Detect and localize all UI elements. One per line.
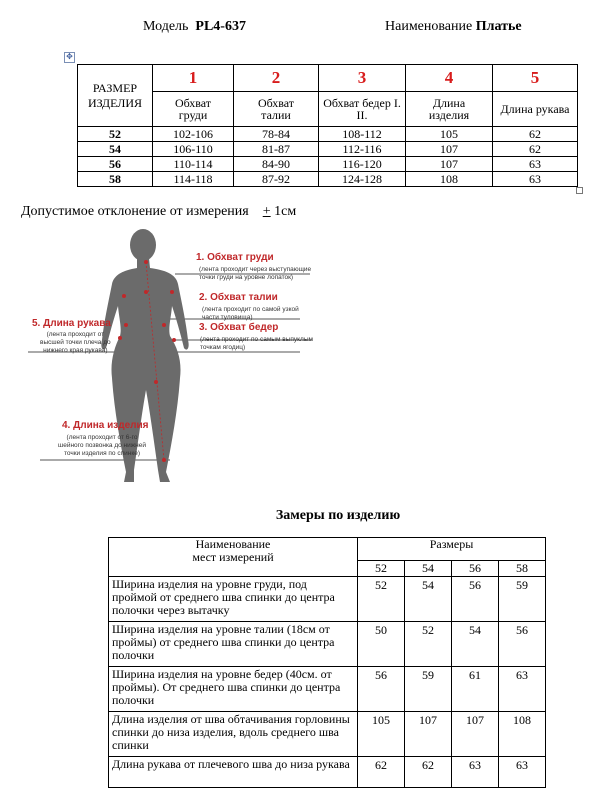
bust-note: [199, 266, 311, 282]
size-corner-header: [78, 65, 153, 127]
value-cell: 124-128: [319, 172, 406, 187]
column-label-text: Длина рукава: [500, 102, 570, 116]
model-value: PL4-637: [195, 19, 246, 34]
value-cell: 81-87: [234, 142, 319, 157]
column-number: 2: [234, 65, 319, 92]
value-cell: 108-112: [319, 127, 406, 142]
waist-note-line: (лента проходит по самой узкой: [202, 306, 299, 313]
value-cell: 62: [493, 142, 578, 157]
size-header-cell: 52: [358, 561, 405, 577]
column-label-text: Обхват бедер I. II.: [323, 96, 401, 122]
length-note-line: (лента проходит от 6-го: [66, 434, 138, 441]
column-label-text: Длина изделия: [428, 96, 470, 122]
value-cell: 63: [499, 667, 546, 712]
model-line: [143, 19, 246, 35]
table-row: [109, 757, 546, 788]
column-label: [319, 92, 406, 127]
table-row: [109, 622, 546, 667]
value-cell: 78-84: [234, 127, 319, 142]
hips-note-line: точкам ягодиц): [200, 344, 246, 351]
sleeve-note-line: высшей точки плеча до: [40, 339, 111, 346]
value-cell: 56: [358, 667, 405, 712]
place-description: Ширина изделия на уровне бедер (40см. от проймы). От среднего шва спинки до центра полочки: [109, 667, 358, 712]
bust-label: 1. Обхват груди: [196, 252, 274, 263]
size-cell: 56: [78, 157, 153, 172]
value-cell: 63: [452, 757, 499, 788]
column-label: [493, 92, 578, 127]
column-number: 5: [493, 65, 578, 92]
value-cell: 52: [405, 622, 452, 667]
value-cell: 63: [493, 172, 578, 187]
value-cell: 112-116: [319, 142, 406, 157]
column-label: [406, 92, 493, 127]
table-row: [78, 127, 578, 142]
value-cell: 52: [358, 577, 405, 622]
size-header-cell: 56: [452, 561, 499, 577]
bust-note-line: точки груди на уровне лопаток): [199, 274, 294, 281]
table-row: [109, 712, 546, 757]
value-cell: 62: [405, 757, 452, 788]
value-cell: 107: [405, 712, 452, 757]
column-label-text: Обхват груди: [174, 96, 212, 122]
column-number: 4: [406, 65, 493, 92]
place-name-header-line: Наименование: [195, 537, 271, 551]
model-label: Модель: [143, 19, 189, 34]
value-cell: 56: [452, 577, 499, 622]
size-corner-label-1: РАЗМЕР: [92, 80, 138, 95]
place-description: Длина рукава от плечевого шва до низа рукава: [109, 757, 358, 788]
tolerance-note: [21, 204, 296, 220]
table-move-handle-icon[interactable]: ✥: [64, 52, 75, 63]
product-name-value: Платье: [475, 19, 522, 34]
value-cell: 108: [499, 712, 546, 757]
value-cell: 62: [358, 757, 405, 788]
value-cell: 54: [405, 577, 452, 622]
column-label-text: Обхват талии: [257, 96, 295, 122]
size-header-cell: 58: [499, 561, 546, 577]
column-label: [153, 92, 234, 127]
waist-note: [202, 306, 299, 322]
value-cell: 54: [452, 622, 499, 667]
value-cell: 59: [405, 667, 452, 712]
value-cell: 110-114: [153, 157, 234, 172]
column-label: [234, 92, 319, 127]
value-cell: 107: [452, 712, 499, 757]
value-cell: 108: [406, 172, 493, 187]
hips-label: 3. Обхват бедер: [199, 322, 279, 333]
column-number: 3: [319, 65, 406, 92]
waist-note-line: части туловища): [202, 314, 253, 321]
value-cell: 105: [358, 712, 405, 757]
value-cell: 50: [358, 622, 405, 667]
table-row: [78, 172, 578, 187]
product-name-line: [385, 19, 522, 35]
place-description: Ширина изделия на уровне талии (18см от проймы) от среднего шва спинки до центра полочки: [109, 622, 358, 667]
sizes-header: Размеры: [358, 538, 546, 561]
value-cell: 84-90: [234, 157, 319, 172]
waist-label: 2. Обхват талии: [199, 292, 278, 303]
table-resize-handle-icon[interactable]: [576, 187, 583, 194]
section-title: Замеры по изделию: [275, 508, 401, 523]
table-row: [78, 157, 578, 172]
sleeve-note-line: нижнего края рукава): [43, 347, 108, 354]
value-cell: 107: [406, 157, 493, 172]
length-note-line: шейного позвонка до нижней: [58, 442, 146, 449]
value-cell: 63: [493, 157, 578, 172]
size-cell: 54: [78, 142, 153, 157]
table-row: [78, 142, 578, 157]
value-cell: 116-120: [319, 157, 406, 172]
garment-length-note: [58, 434, 146, 458]
size-chart-table: [77, 64, 578, 187]
column-number: 1: [153, 65, 234, 92]
size-cell: 58: [78, 172, 153, 187]
value-cell: 63: [499, 757, 546, 788]
sleeve-length-label: 5. Длина рукава: [32, 318, 111, 329]
place-description: Ширина изделия на уровне груди, под проймой от среднего шва спинки до центра полочки через вытачку: [109, 577, 358, 622]
place-name-header-line: мест измерений: [192, 550, 274, 564]
bust-note-line: (лента проходит через выступающие: [199, 266, 312, 273]
table-row: [109, 667, 546, 712]
value-cell: 56: [499, 622, 546, 667]
value-cell: 61: [452, 667, 499, 712]
size-corner-label-2: ИЗДЕЛИЯ: [87, 95, 143, 110]
tolerance-value: 1см: [274, 204, 297, 219]
value-cell: 87-92: [234, 172, 319, 187]
value-cell: 105: [406, 127, 493, 142]
value-cell: 102-106: [153, 127, 234, 142]
hips-note: [200, 336, 313, 352]
tolerance-plus-minus: +: [262, 204, 271, 219]
table-row: [109, 577, 546, 622]
place-description: Длина изделия от шва обтачивания горловины спинки до низа изделия, вдоль среднего шва спинки: [109, 712, 358, 757]
place-name-header: [109, 538, 358, 577]
garment-measurements-table: [108, 537, 546, 788]
value-cell: 59: [499, 577, 546, 622]
value-cell: 62: [493, 127, 578, 142]
tolerance-text: Допустимое отклонение от измерения: [21, 204, 249, 219]
hips-note-line: (лента проходит по самым выпуклым: [200, 336, 313, 343]
size-cell: 52: [78, 127, 153, 142]
size-header-cell: 54: [405, 561, 452, 577]
length-note-line: точки изделия по спинке): [63, 450, 141, 457]
value-cell: 114-118: [153, 172, 234, 187]
value-cell: 107: [406, 142, 493, 157]
garment-length-label: 4. Длина изделия: [62, 420, 149, 431]
value-cell: 106-110: [153, 142, 234, 157]
product-name-label: Наименование: [385, 19, 473, 34]
sleeve-note-line: (лента проходит от: [46, 331, 105, 338]
sleeve-length-note: [40, 331, 111, 355]
